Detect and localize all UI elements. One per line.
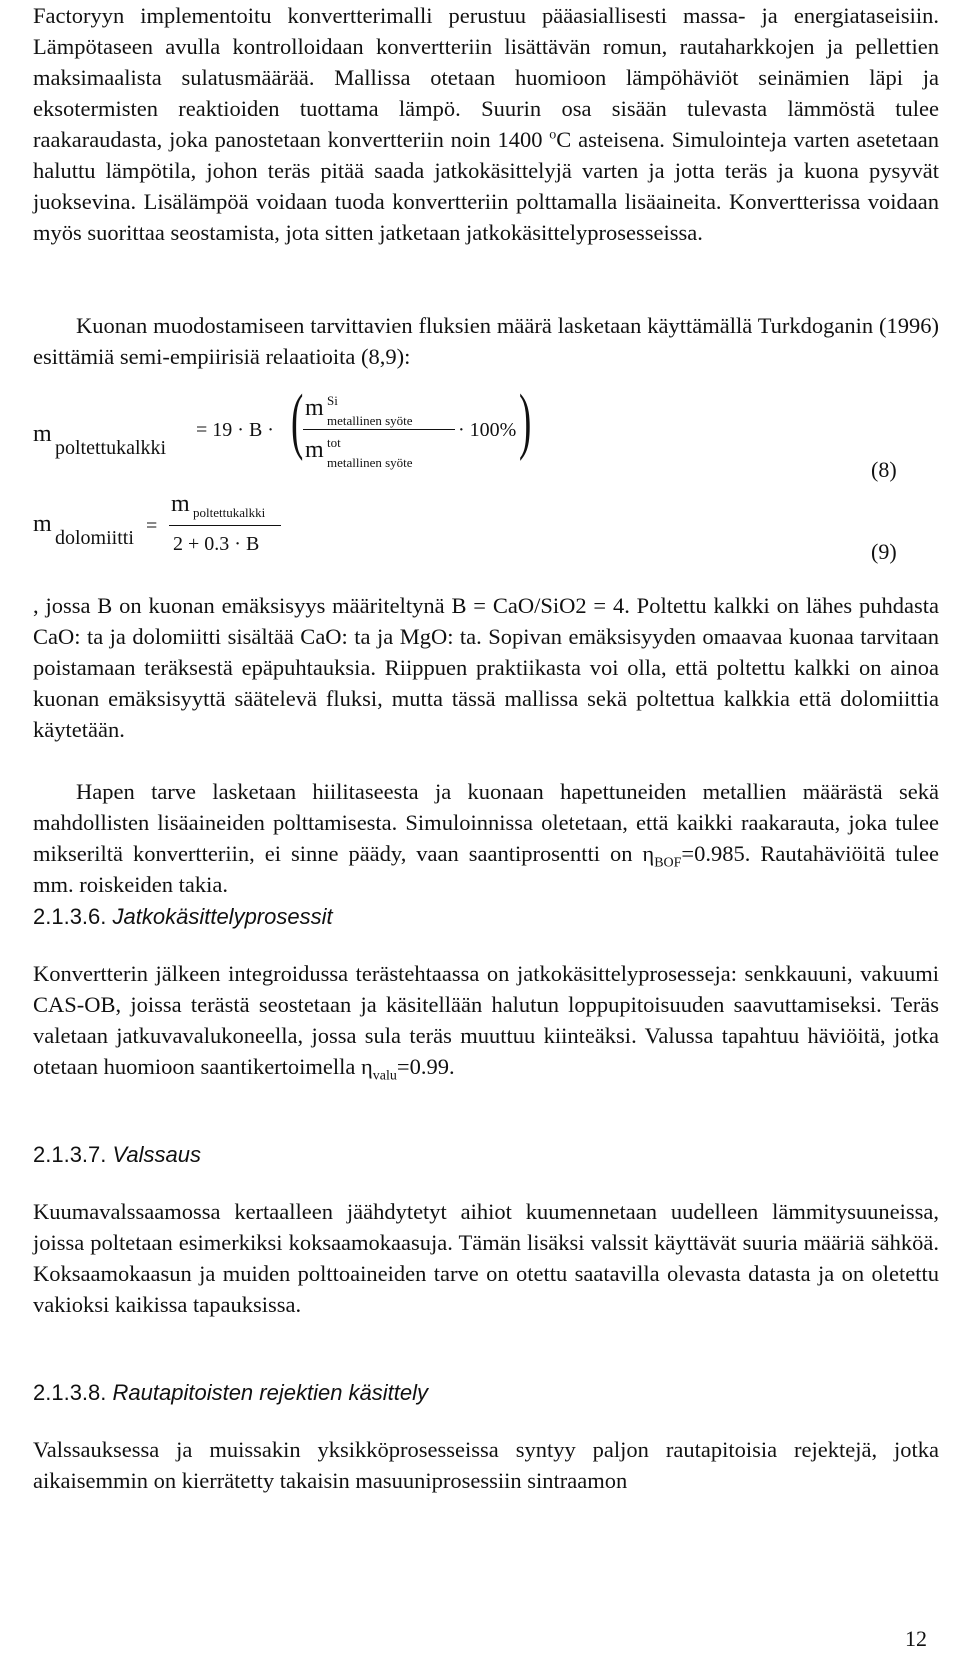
eq9-num-sub: poltettukalkki — [193, 505, 266, 520]
eq9-equals: = — [146, 515, 158, 537]
eq8-percent: · 100% — [458, 419, 517, 441]
eq8-num-sup: Si — [327, 393, 338, 408]
paragraph-secondary-processing: Konvertterin jälkeen integroidussa terästehtaassa on jatkokäsittelyprosesseja: senkkauuni, vakuumi CAS-OB, joissa terästä seostetaan ja käsitellään halutun loppupitoisuuden saavuttamiseksi. Teräs valetaan jatkuvavalukoneella, jossa sula teräs muuttuu kiinteäksi. Valussa tapahtuu häviöitä, jotka otetaan huomioon saantikertoimella $\eta_{valu}=0.99$. — [33, 961, 939, 1084]
eq8-fraction-bar — [303, 429, 455, 430]
eq8-equals: = 19 · B · — [196, 419, 274, 441]
eq8-num-m: m — [305, 395, 324, 421]
eq8-left-paren: ( — [291, 380, 304, 462]
eq8-lhs-sub: poltettukalkki — [55, 437, 167, 459]
eta-bof-subscript: BOF — [654, 855, 682, 871]
section-heading-2138: 2.1.3.8. Rautapitoisten rejektien käsittely — [33, 1380, 429, 1405]
section-heading-2136: 2.1.3.6. Jatkokäsittelyprosessit — [33, 904, 333, 929]
eq8-den-sup: tot — [327, 435, 341, 450]
paragraph-rolling: Kuumavalssaamossa kertaalleen jäähdytetyt aihiot kuumennetaan uudelleen lämmitysuuneissa, joissa poltetaan esimerkiksi koksaamokaasuja. Tämän lisäksi valssit käyttävät suuria määriä sähköä. Koksaamokaasun ja muiden polttoaineiden tarve on otettu saatavilla olevasta datasta ja on oletettu vakioksi kaikissa tapauksissa. — [33, 1199, 939, 1317]
eq8-label: (8) — [871, 457, 897, 482]
paragraph-flux-intro: Kuonan muodostamiseen tarvittavien fluksien määrä lasketaan käyttämällä Turkdoganin (1996) esittämiä semi-empiirisiä relaatioita (8,9): — [33, 313, 939, 369]
eq9-denominator: 2 + 0.3 · B — [173, 533, 260, 555]
eq8-num-sub: metallinen syöte — [327, 413, 413, 428]
eq9-fraction-bar — [169, 525, 281, 526]
paragraph-converter-model: Factoryyn implementoitu konvertterimalli perustuu pääasiallisesti massa- ja energiataseisiin. Lämpötaseen avulla kontrolloidaan konvertteriin lisättävän romun, rautaharkkojen ja pellettien maksimaalista sulatusmäärää. Mallissa otetaan huomioon lämpöhäviöt seinämien läpi ja eksotermisten reaktioiden tuottama lämpö. Suurin osa sisään tulevasta lämmöstä tulee raakaraudasta, joka panostetaan konvertteriin noin 1400 $^o$C asteisena. Simulointeja varten asetetaan haluttu lämpötila, johon teräs pitää saada jatkokäsittelyjä varten ja jotta teräs ja kuona pysyvät juoksevina. Lisälämpöä voidaan tuoda konvertteriin polttamalla lisäaineita. Konvertterissa voidaan myös suorittaa seostamista, jota sitten jatketaan jatkokäsittelyprosesseissa. — [33, 3, 939, 245]
eq9-lhs-sub: dolomiitti — [55, 527, 134, 549]
eq8-lhs-m: m — [33, 421, 52, 447]
eq9-label: (9) — [871, 539, 897, 564]
paragraph-oxygen: Hapen tarve lasketaan hiilitaseesta ja kuonaan hapettuneiden metallien määrästä sekä mahdollisten lisäaineiden polttamisesta. Simuloinnissa oletetaan, että kaikki raakarauta, joka tulee mikseriltä konvertteriin, ei sinne päädy, vaan saantiprosentti on $\eta_{BOF}=0.985$. Rautahäviöitä tulee mm. roiskeiden takia. — [33, 779, 939, 897]
paragraph-basicity: , jossa B on kuonan emäksisyys määriteltynä B = CaO/SiO2 = 4. Poltettu kalkki on lähes puhdasta CaO: ta ja dolomiitti sisältää CaO: ta ja MgO: ta. Sopivan emäksisyyden omaavaa kuonaa tarvitaan poistamaan teräksestä epäpuhtauksia. Riippuen praktiikasta voi olla, että poltettu kalkki on ainoa kuonan emäksisyyttä säätelevä fluksi, mutta tässä mallissa sekä poltettua kalkkia että dolomiittia käytetään. — [33, 593, 939, 742]
eq9-num-m: m — [171, 491, 190, 517]
eq8-den-m: m — [305, 437, 324, 463]
page-number: 12 — [905, 1626, 927, 1651]
section-heading-2137: 2.1.3.7. Valssaus — [33, 1142, 201, 1167]
eq8-right-paren: ) — [519, 380, 532, 462]
eta-valu-subscript: valu — [372, 1068, 397, 1084]
eq9-lhs-m: m — [33, 511, 52, 537]
paragraph-iron-rejects: Valssauksessa ja muissakin yksikköprosesseissa syntyy paljon rautapitoisia rejektejä, jotka aikaisemmin on kierrätetty takaisin masuuniprosessiin sintraamon — [33, 1437, 939, 1493]
degree-superscript: o — [549, 127, 557, 143]
eq8-den-sub: metallinen syöte — [327, 455, 413, 470]
